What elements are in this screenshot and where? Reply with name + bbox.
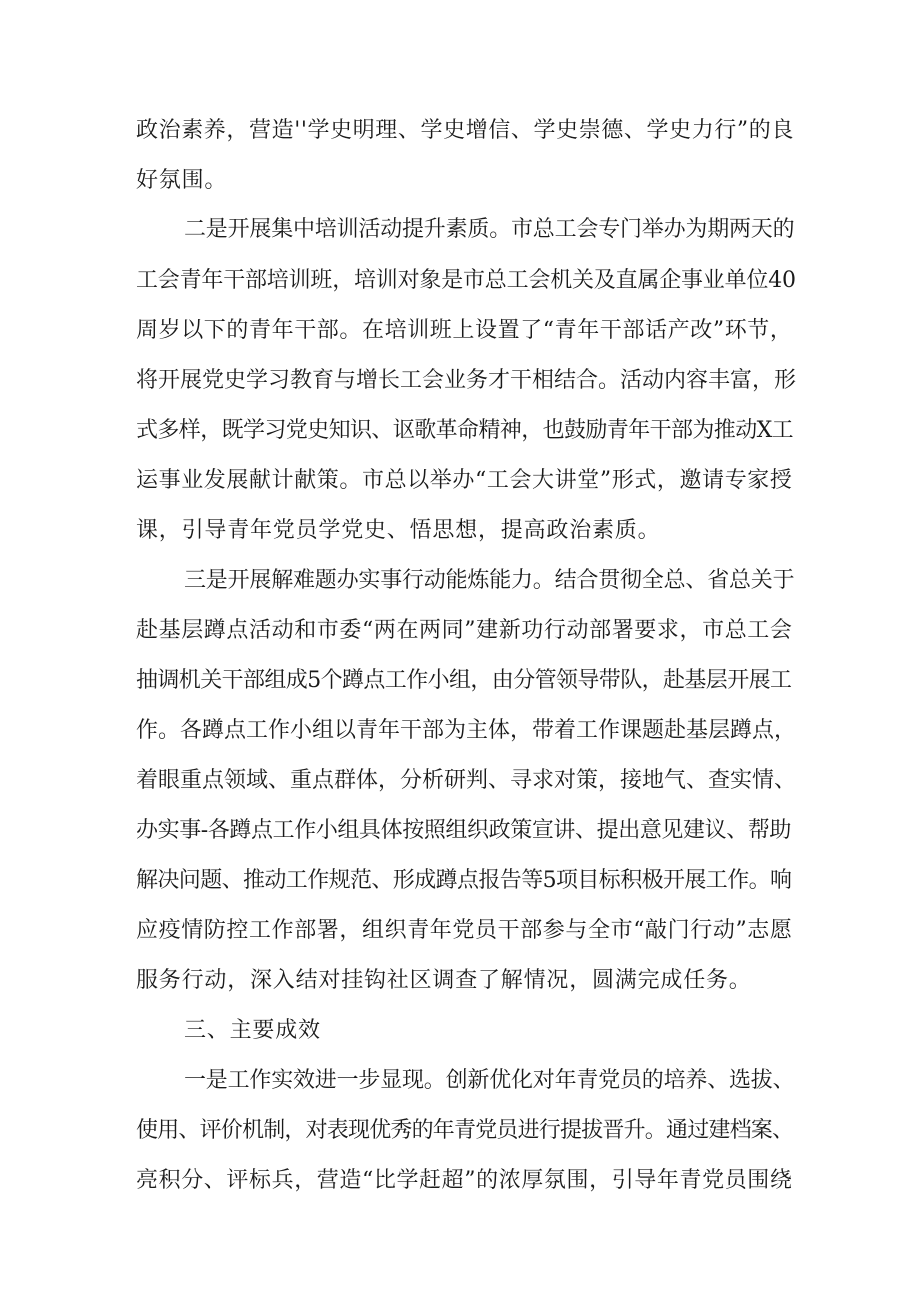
text-line: 将开展党史学习教育与增长工会业务才干相结合。活动内容丰富，形: [136, 368, 797, 393]
text-line: 政治素养，营造''学史明理、学史增信、学史崇德、学史力行”的良: [136, 118, 794, 143]
paragraph-2-heading-line: 二是开展集中培训活动提升素质。市总工会专门举办为期两天的: [184, 217, 795, 242]
text-line: 应疫情防控工作部署，组织青年党员干部参与全市“敲门行动”志愿: [136, 918, 793, 943]
text-line: 周岁以下的青年干部。在培训班上设置了“青年干部话产改”环节，: [136, 318, 793, 343]
text-line: 解决问题、推动工作规范、形成蹲点报告等5项目标积极开展工作。响: [136, 868, 792, 893]
text-line: 亮积分、评标兵，营造“比学赶超”的浓厚氛围，引导年青党员围绕: [136, 1168, 793, 1193]
text-line: 赴基层蹲点活动和市委“两在两同”建新功行动部署要求，市总工会: [136, 618, 793, 643]
text-line: 办实事-各蹲点工作小组具体按照组织政策宣讲、提出意见建议、帮助: [136, 818, 792, 843]
text-line: 使用、评价机制，对表现优秀的年青党员进行提拔晋升。通过建档案、: [136, 1118, 794, 1143]
text-line: 着眼重点领域、重点群体，分析研判、寻求对策，接地气、查实情、: [136, 768, 797, 793]
text-line: 抽调机关干部组成5个蹲点工作小组，由分管领导带队，赴基层开展工: [136, 668, 792, 693]
text-line: 服务行动，深入结对挂钩社区调查了解情况，圆满完成任务。: [136, 968, 752, 993]
text-line: 作。各蹲点工作小组以青年干部为主体，带着工作课题赴基层蹲点，: [136, 718, 797, 743]
paragraph-3-heading-line: 三是开展解难题办实事行动能炼能力。结合贯彻全总、省总关于: [184, 568, 795, 593]
section-heading: 三、主要成效: [184, 1018, 321, 1043]
text-line: 式多样，既学习党史知识、讴歌革命精神，也鼓励青年干部为推动X工: [136, 418, 794, 443]
paragraph-4-heading-line: 一是工作实效进一步显现。创新优化对年青党员的培养、选拔、: [184, 1068, 795, 1093]
text-line: 课，引导青年党员学党史、悟思想，提高政治素质。: [136, 518, 661, 543]
text-line: 工会青年干部培训班，培训对象是市总工会机关及直属企事业单位40: [136, 268, 796, 293]
text-line: 好氛围。: [136, 168, 228, 193]
text-line: 运事业发展献计献策。市总以举办“工会大讲堂”形式，邀请专家授: [136, 468, 793, 493]
